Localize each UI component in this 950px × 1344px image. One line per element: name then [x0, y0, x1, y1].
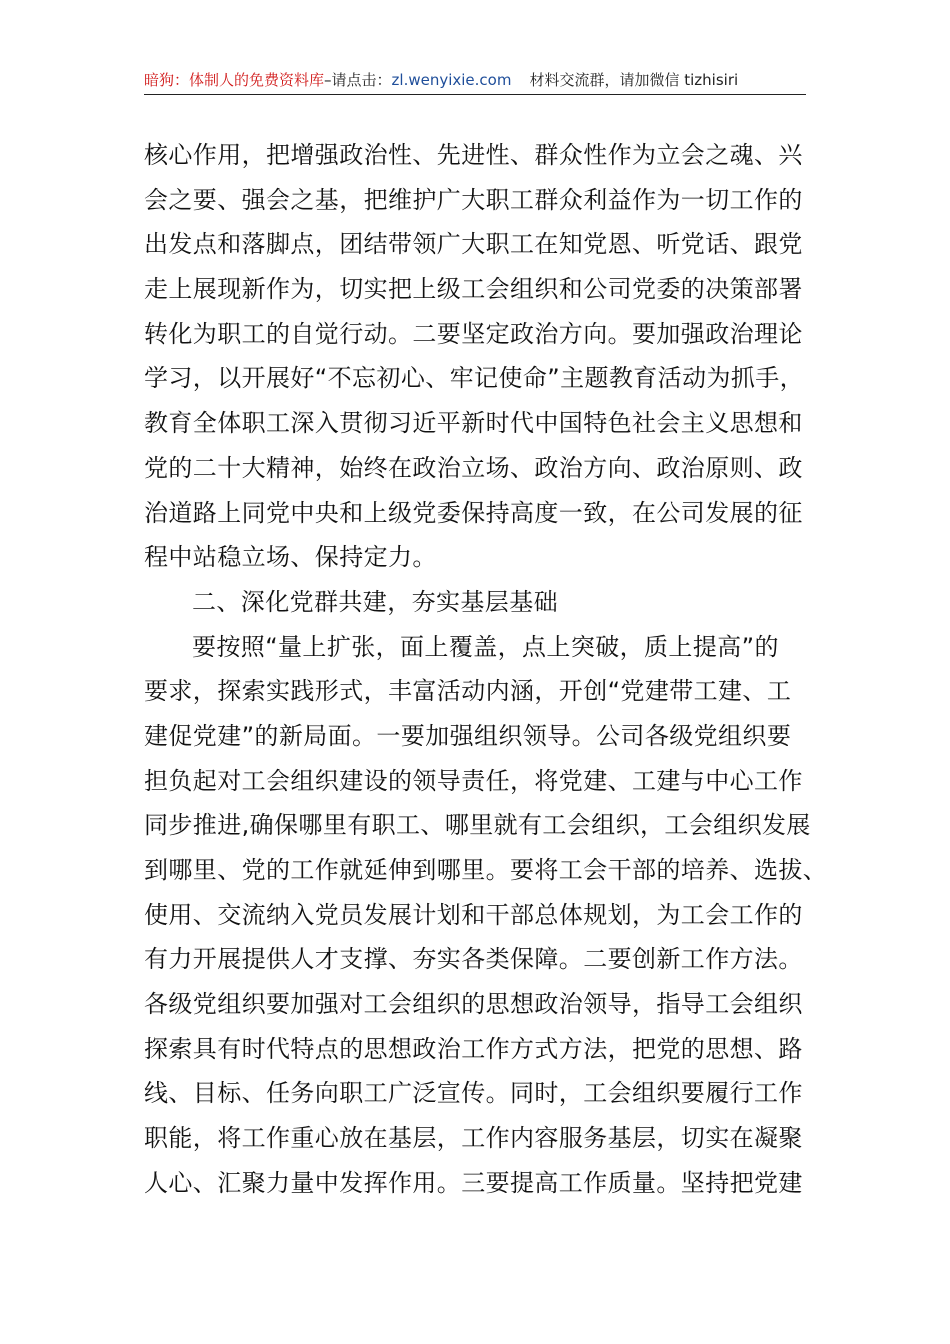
- text-line: 走上展现新作为，切实把上级工会组织和公司党委的决策部署: [144, 275, 803, 304]
- text-line: 各级党组织要加强对工会组织的思想政治领导，指导工会组织: [144, 990, 803, 1019]
- document-body: [144, 133, 828, 1206]
- text-line: 学习，以开展好“不忘初心、牢记使命”主题教育活动为抓手，: [144, 364, 805, 393]
- text-line: 探索具有时代特点的思想政治工作方式方法，把党的思想、路: [144, 1034, 803, 1063]
- text-line: 出发点和落脚点，团结带领广大职工在知党恩、听党话、跟党: [144, 230, 803, 259]
- text-line: 转化为职工的自觉行动。二要坚定政治方向。要加强政治理论: [144, 319, 803, 348]
- text-line: 要求，探索实践形式，丰富活动内涵，开创“党建带工建、工: [144, 677, 792, 706]
- text-line: 人心、汇聚力量中发挥作用。三要提高工作质量。坚持把党建: [144, 1168, 803, 1197]
- paragraph-1: [144, 133, 809, 580]
- text-line: 职能，将工作重心放在基层，工作内容服务基层，切实在凝聚: [144, 1124, 803, 1153]
- text-line: 线、目标、任务向职工广泛宣传。同时，工会组织要履行工作: [144, 1079, 803, 1108]
- text-line: 党的二十大精神，始终在政治立场、政治方向、政治原则、政: [144, 453, 803, 482]
- paragraph-2: [144, 625, 828, 1206]
- header-click-prefix: –请点击：: [324, 71, 392, 89]
- text-line: 建促党建”的新局面。一要加强组织领导。公司各级党组织要: [144, 721, 792, 750]
- text-line: 使用、交流纳入党员发展计划和干部总体规划，为工会工作的: [144, 900, 803, 929]
- text-line: 程中站稳立场、保持定力。: [144, 543, 437, 572]
- text-line: 治道路上同党中央和上级党委保持高度一致，在公司发展的征: [144, 498, 803, 527]
- header-group-note: 材料交流群，请加微信 tizhisiri: [529, 71, 739, 89]
- text-line: 会之要、强会之基，把维护广大职工群众利益作为一切工作的: [144, 185, 803, 214]
- text-line: 核心作用，把增强政治性、先进性、群众性作为立会之魂、兴: [144, 141, 803, 169]
- page-header: [144, 66, 806, 95]
- text-line: 要按照“量上扩张，面上覆盖，点上突破，质上提高”的: [192, 632, 779, 661]
- text-line: 担负起对工会组织建设的领导责任，将党建、工建与中心工作: [144, 766, 803, 795]
- text-line: 教育全体职工深入贯彻习近平新时代中国特色社会主义思想和: [144, 409, 803, 438]
- text-line: 到哪里、党的工作就延伸到哪里。要将工会干部的培养、选拔、: [144, 856, 828, 884]
- text-line: 有力开展提供人才支撑、夯实各类保障。二要创新工作方法。: [144, 945, 803, 974]
- text-line: 同步推进,确保哪里有职工、哪里就有工会组织，工会组织发展: [144, 811, 811, 840]
- header-site-label: 暗狗：体制人的免费资料库: [144, 71, 325, 89]
- header-url-link[interactable]: zl.wenyixie.com: [391, 71, 512, 89]
- section-heading: 二、深化党群共建，夯实基层基础: [192, 587, 558, 616]
